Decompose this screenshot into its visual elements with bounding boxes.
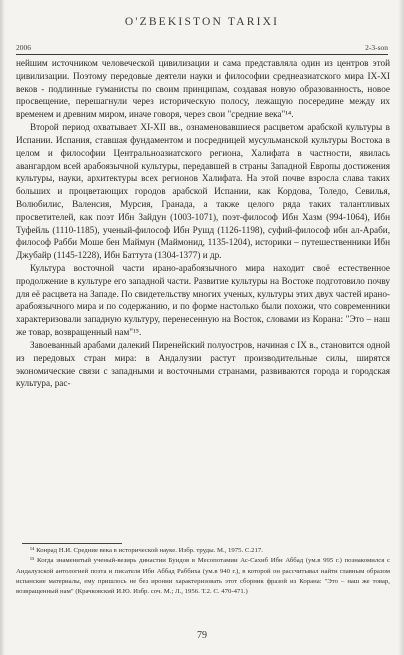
scan-edge-right bbox=[398, 0, 404, 655]
header-divider bbox=[16, 54, 388, 55]
footnote-divider bbox=[22, 543, 122, 544]
body-paragraph: Культура восточной части ирано-арабоязычного мира находит своё естественное продолжение в культуре его западной части. Развитие культуры на Востоке подготовило почву для её расцвета на Западе. По свидетельству многих ученых, культуры этих двух частей ирано-арабоязычного мира и по содержанию, и по форме настолько были похожи, что современники характеризовали западную культуру, перенесенную на Восток, словами из Корана: "Это – наш же товар, возвращенный нам"¹⁵. bbox=[16, 263, 390, 338]
journal-title: O'ZBEKISTON TARIXI bbox=[124, 16, 280, 28]
body-paragraph: нейшим источником человеческой цивилизации и сама представляла один из центров этой цивилизации. Поэтому передовые деятели науки и философии среднеазиатского мира IX-XI веков - подлинные гуманисты по своим принципам, создавая новую образованность, новое просвещение, перешагнули через историческую полосу, лежащую посередине между их временем и древним миром, иначе говоря, через свои "средние века"¹⁴. bbox=[16, 58, 390, 120]
body-paragraph: Второй период охватывает XI-XII вв., ознаменовавшиеся расцветом арабской культуры в Испании. Испания, ставшая фундаментом и посредницей мусульманской культуры Востока в целом и философии Центральноазиатского региона, Халифата в частности, явилась авангардом всей арабоязычной культуры, передавшей в страны Западной Европы достижения культуры, науки, архитектуры всех регионов Халифата. На этой почве взросла слава таких больших и процветающих городов арабской Испании, как Кордова, Толедо, Севилья, Волюбилис, Валенсия, Мурсия, Гранада, а также целого ряда таких талантливых просветителей, как поэт Ибн Зайдун (1003-1071), поэт-философ Ибн Хазм (994-1064), Ибн Туфейль (1110-1185), ученый-философ Ибн Рушд (1126-1198), суфий-философ ибн ал-Араби, философ Рабби Моше бен Маймун (Маймонид, 1135-1204), историки – путешественники Ибн Джубайр (1145-1228), Ибн Баттута (1304-1377) и др. bbox=[16, 122, 390, 261]
footnote: ¹⁵ Когда знаменитый ученый-везирь династии Буидов в Месопотамии Ас-Сахиб Ибн Аббад (ум.в 995 г.) познакомился с Андалузской антологией поэта и писателя Ибн Аббад Раббиха (ум.в 940 г.), в которой он рассчитывал найти главным образом испанские материалы, ему пришлось не без иронии характеризовать этот сборник фразой из Корана: "Это – наш же товар, возвращенный нам" (Крачковский И.Ю. Избр. соч. М.; Л., 1956. Т.2. С. 470-471.) bbox=[16, 557, 390, 596]
body-text bbox=[16, 57, 390, 390]
body-paragraph: Завоеванный арабами далекий Пиренейский полуостров, начиная с IX в., становится одной из передовых стран мира: в Андалузии растут производительные силы, ширятся экономические связи с западными и восточными странами, развиваются города и городская культура, рас- bbox=[16, 339, 390, 389]
scan-edge-left bbox=[0, 0, 5, 655]
issue-year: 2006 bbox=[16, 43, 31, 52]
footnote: ¹⁴ Конрад Н.И. Средние века в исторической науке. Избр. труды. М., 1975. С.217. bbox=[30, 547, 263, 554]
issue-number: 2-3-son bbox=[365, 43, 388, 52]
footnotes bbox=[16, 546, 390, 597]
page-number: 79 bbox=[197, 630, 207, 641]
